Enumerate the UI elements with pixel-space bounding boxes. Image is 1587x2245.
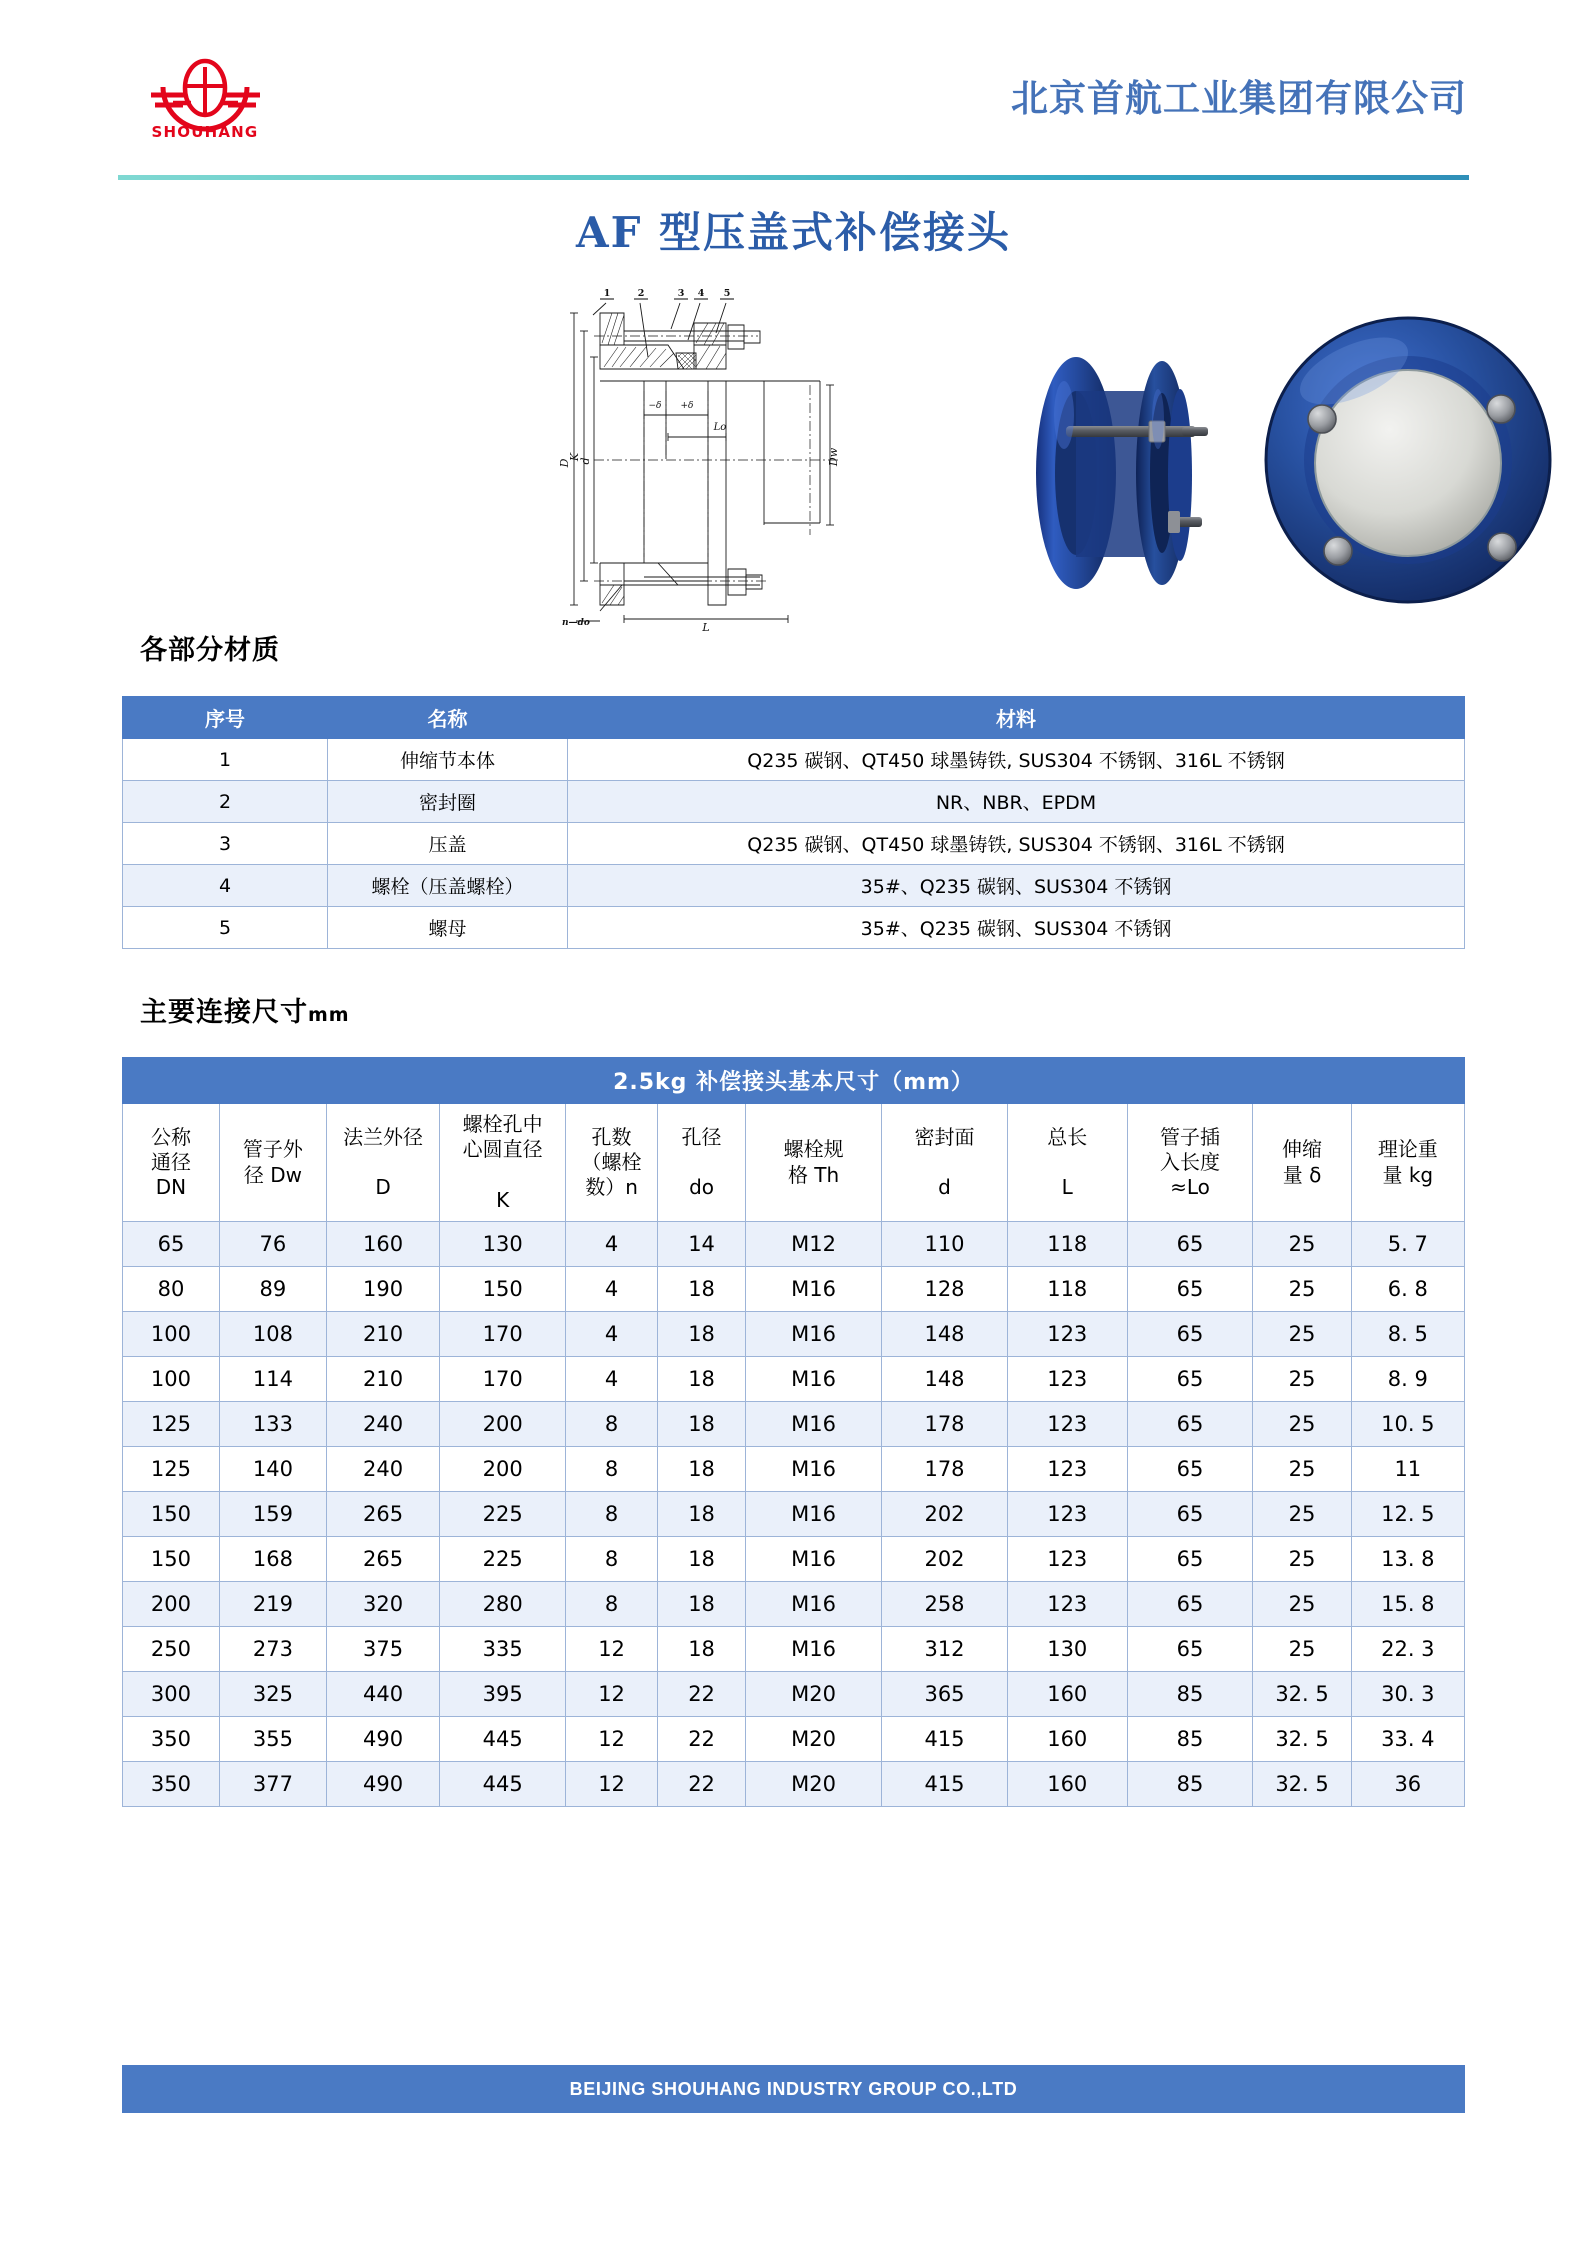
table-row (123, 1312, 1465, 1357)
cell-col-4: 8 (566, 1492, 658, 1537)
cell-col-8: 118 (1007, 1222, 1127, 1267)
cell-col-3: 150 (440, 1267, 566, 1312)
cell-col-6: M20 (746, 1672, 882, 1717)
cell-col-0: 150 (123, 1492, 220, 1537)
dims-heading-unit: mm (308, 1004, 350, 1026)
cell-col-9: 65 (1127, 1447, 1253, 1492)
cell-col-4: 12 (566, 1627, 658, 1672)
cell-col-1: 355 (219, 1717, 326, 1762)
dims-col-5: 孔径 do (658, 1104, 746, 1222)
cell-col-1: 273 (219, 1627, 326, 1672)
cell-col-10: 25 (1253, 1627, 1351, 1672)
page-footer (122, 2065, 1465, 2113)
table-row (123, 781, 1465, 823)
cell-col-9: 65 (1127, 1402, 1253, 1447)
cell-name: 伸缩节本体 (328, 739, 568, 781)
table-row (123, 1357, 1465, 1402)
cell-col-7: 110 (882, 1222, 1008, 1267)
table-row (123, 1492, 1465, 1537)
table-row (123, 1582, 1465, 1627)
cell-col-7: 178 (882, 1447, 1008, 1492)
cell-material: NR、NBR、EPDM (568, 781, 1465, 823)
materials-table (122, 696, 1465, 949)
cell-col-1: 377 (219, 1762, 326, 1807)
cell-col-3: 200 (440, 1447, 566, 1492)
cell-col-11: 6. 8 (1351, 1267, 1464, 1312)
footer-text: BEIJING SHOUHANG INDUSTRY GROUP CO.,LTD (569, 2078, 1018, 2099)
cell-col-9: 65 (1127, 1267, 1253, 1312)
cell-col-0: 350 (123, 1762, 220, 1807)
cell-col-10: 32. 5 (1253, 1762, 1351, 1807)
cell-col-10: 25 (1253, 1492, 1351, 1537)
cell-col-1: 140 (219, 1447, 326, 1492)
dims-section-heading (140, 990, 350, 1029)
table-row (123, 1717, 1465, 1762)
cell-col-6: M16 (746, 1267, 882, 1312)
cell-col-5: 18 (658, 1582, 746, 1627)
cell-col-2: 210 (326, 1312, 439, 1357)
cell-col-1: 76 (219, 1222, 326, 1267)
cell-col-5: 18 (658, 1267, 746, 1312)
technical-drawing (548, 285, 858, 635)
cell-col-3: 170 (440, 1312, 566, 1357)
cell-col-10: 32. 5 (1253, 1672, 1351, 1717)
cell-col-5: 18 (658, 1312, 746, 1357)
cell-col-0: 350 (123, 1717, 220, 1762)
cell-col-2: 160 (326, 1222, 439, 1267)
cell-col-10: 32. 5 (1253, 1717, 1351, 1762)
cell-col-4: 4 (566, 1267, 658, 1312)
cell-col-7: 415 (882, 1717, 1008, 1762)
cell-col-9: 65 (1127, 1312, 1253, 1357)
cell-col-5: 18 (658, 1627, 746, 1672)
table-row (123, 1537, 1465, 1582)
cell-no: 2 (123, 781, 328, 823)
cell-col-8: 123 (1007, 1537, 1127, 1582)
dims-col-9: 管子插 入长度 ≈Lo (1127, 1104, 1253, 1222)
cell-col-5: 18 (658, 1447, 746, 1492)
dims-table-caption: 2.5kg 补偿接头基本尺寸（mm） (123, 1058, 1465, 1104)
cell-col-11: 15. 8 (1351, 1582, 1464, 1627)
cell-col-10: 25 (1253, 1537, 1351, 1582)
cell-col-8: 160 (1007, 1762, 1127, 1807)
cell-col-3: 445 (440, 1717, 566, 1762)
callout-1: 1 (603, 288, 611, 299)
cell-col-0: 65 (123, 1222, 220, 1267)
cell-col-11: 11 (1351, 1447, 1464, 1492)
cell-col-8: 123 (1007, 1582, 1127, 1627)
cell-col-4: 8 (566, 1447, 658, 1492)
cell-col-3: 225 (440, 1492, 566, 1537)
company-logo (143, 55, 268, 143)
table-row (123, 739, 1465, 781)
cell-col-8: 123 (1007, 1492, 1127, 1537)
cell-col-7: 128 (882, 1267, 1008, 1312)
cell-col-6: M20 (746, 1762, 882, 1807)
cell-name: 螺母 (328, 907, 568, 949)
cell-col-10: 25 (1253, 1447, 1351, 1492)
cell-col-6: M16 (746, 1357, 882, 1402)
cell-col-0: 200 (123, 1582, 220, 1627)
cell-col-10: 25 (1253, 1402, 1351, 1447)
logo-wordmark: SHOUHANG (151, 123, 259, 141)
cell-name: 螺栓（压盖螺栓） (328, 865, 568, 907)
cell-col-7: 148 (882, 1312, 1008, 1357)
cell-col-2: 240 (326, 1402, 439, 1447)
cell-col-4: 12 (566, 1672, 658, 1717)
cell-col-5: 14 (658, 1222, 746, 1267)
dims-table-header-row (123, 1104, 1465, 1222)
cell-col-0: 300 (123, 1672, 220, 1717)
dim-label-plus-delta: +δ (680, 401, 694, 411)
cell-col-10: 25 (1253, 1357, 1351, 1402)
cell-material: 35#、Q235 碳钢、SUS304 不锈钢 (568, 907, 1465, 949)
dims-col-1: 管子外 径 Dw (219, 1104, 326, 1222)
cell-col-8: 160 (1007, 1672, 1127, 1717)
table-row (123, 1267, 1465, 1312)
cell-col-10: 25 (1253, 1582, 1351, 1627)
cell-col-0: 80 (123, 1267, 220, 1312)
cell-col-5: 18 (658, 1537, 746, 1582)
table-row (123, 1447, 1465, 1492)
cell-col-8: 123 (1007, 1447, 1127, 1492)
cell-col-5: 18 (658, 1492, 746, 1537)
cell-col-11: 33. 4 (1351, 1717, 1464, 1762)
cell-col-9: 85 (1127, 1762, 1253, 1807)
dims-table-caption-row (123, 1058, 1465, 1104)
dims-heading-text: 主要连接尺寸 (140, 997, 308, 1028)
figure-row (118, 280, 1469, 635)
cell-col-7: 415 (882, 1762, 1008, 1807)
product-photo-front-view (1258, 315, 1563, 605)
product-photo-side-view (1030, 295, 1265, 615)
cell-col-4: 12 (566, 1717, 658, 1762)
dims-col-4: 孔数 （螺栓 数）n (566, 1104, 658, 1222)
materials-col-name: 名称 (328, 697, 568, 739)
cell-col-4: 12 (566, 1762, 658, 1807)
table-row (123, 865, 1465, 907)
materials-table-header-row (123, 697, 1465, 739)
cell-col-7: 312 (882, 1627, 1008, 1672)
cell-name: 密封圈 (328, 781, 568, 823)
cell-col-1: 168 (219, 1537, 326, 1582)
cell-col-2: 490 (326, 1717, 439, 1762)
cell-col-8: 160 (1007, 1717, 1127, 1762)
cell-col-4: 4 (566, 1312, 658, 1357)
cell-col-1: 159 (219, 1492, 326, 1537)
cell-col-10: 25 (1253, 1267, 1351, 1312)
cell-col-11: 22. 3 (1351, 1627, 1464, 1672)
cell-col-5: 22 (658, 1717, 746, 1762)
callout-2: 2 (637, 288, 645, 299)
cell-col-3: 130 (440, 1222, 566, 1267)
cell-material: Q235 碳钢、QT450 球墨铸铁, SUS304 不锈钢、316L 不锈钢 (568, 823, 1465, 865)
cell-col-9: 65 (1127, 1537, 1253, 1582)
dims-col-6: 螺栓规 格 Th (746, 1104, 882, 1222)
cell-no: 4 (123, 865, 328, 907)
dimensions-table (122, 1057, 1465, 1807)
cell-col-3: 225 (440, 1537, 566, 1582)
cell-col-11: 10. 5 (1351, 1402, 1464, 1447)
cell-col-9: 65 (1127, 1492, 1253, 1537)
cell-col-9: 85 (1127, 1717, 1253, 1762)
cell-col-2: 490 (326, 1762, 439, 1807)
cell-col-7: 178 (882, 1402, 1008, 1447)
cell-col-2: 265 (326, 1537, 439, 1582)
cell-col-4: 8 (566, 1582, 658, 1627)
materials-section-heading: 各部分材质 (140, 635, 280, 666)
cell-col-1: 108 (219, 1312, 326, 1357)
table-row (123, 1627, 1465, 1672)
cell-col-3: 200 (440, 1402, 566, 1447)
cell-col-7: 365 (882, 1672, 1008, 1717)
cell-col-3: 395 (440, 1672, 566, 1717)
cell-col-9: 85 (1127, 1672, 1253, 1717)
cell-col-6: M16 (746, 1447, 882, 1492)
table-row (123, 1672, 1465, 1717)
dims-col-2: 法兰外径 D (326, 1104, 439, 1222)
cell-col-9: 65 (1127, 1627, 1253, 1672)
cell-col-10: 25 (1253, 1222, 1351, 1267)
shouhang-logo-icon (143, 55, 268, 143)
cell-col-3: 335 (440, 1627, 566, 1672)
cell-col-11: 12. 5 (1351, 1492, 1464, 1537)
cell-col-4: 4 (566, 1357, 658, 1402)
cell-col-1: 219 (219, 1582, 326, 1627)
dim-label-minus-delta: −δ (648, 401, 662, 411)
cell-col-0: 250 (123, 1627, 220, 1672)
cell-col-7: 258 (882, 1582, 1008, 1627)
dim-label-D: D (558, 458, 571, 468)
cell-col-1: 133 (219, 1402, 326, 1447)
cell-col-4: 4 (566, 1222, 658, 1267)
cell-col-7: 202 (882, 1492, 1008, 1537)
cell-col-6: M16 (746, 1402, 882, 1447)
cell-col-6: M16 (746, 1582, 882, 1627)
cell-col-2: 265 (326, 1492, 439, 1537)
cell-col-2: 210 (326, 1357, 439, 1402)
dims-col-11: 理论重 量 kg (1351, 1104, 1464, 1222)
cell-col-3: 170 (440, 1357, 566, 1402)
dim-label-K: K (568, 452, 581, 462)
table-row (123, 1402, 1465, 1447)
cell-col-9: 65 (1127, 1582, 1253, 1627)
cell-col-3: 280 (440, 1582, 566, 1627)
cell-no: 5 (123, 907, 328, 949)
cell-col-11: 36 (1351, 1762, 1464, 1807)
cell-material: Q235 碳钢、QT450 球墨铸铁, SUS304 不锈钢、316L 不锈钢 (568, 739, 1465, 781)
dim-label-Lo: Lo (713, 422, 727, 433)
cell-col-0: 100 (123, 1312, 220, 1357)
cell-col-6: M16 (746, 1627, 882, 1672)
cell-col-10: 25 (1253, 1312, 1351, 1357)
cell-col-2: 240 (326, 1447, 439, 1492)
cell-col-8: 123 (1007, 1312, 1127, 1357)
dims-col-0: 公称 通径 DN (123, 1104, 220, 1222)
cell-material: 35#、Q235 碳钢、SUS304 不锈钢 (568, 865, 1465, 907)
cell-col-11: 5. 7 (1351, 1222, 1464, 1267)
dims-col-10: 伸缩 量 δ (1253, 1104, 1351, 1222)
cell-col-8: 130 (1007, 1627, 1127, 1672)
cell-col-8: 123 (1007, 1402, 1127, 1447)
cell-col-11: 30. 3 (1351, 1672, 1464, 1717)
cell-col-11: 8. 5 (1351, 1312, 1464, 1357)
cell-col-0: 125 (123, 1447, 220, 1492)
cell-col-1: 114 (219, 1357, 326, 1402)
dim-label-d: d (579, 457, 592, 465)
cell-col-0: 125 (123, 1402, 220, 1447)
materials-col-no: 序号 (123, 697, 328, 739)
cell-col-5: 22 (658, 1762, 746, 1807)
dim-label-n-do: n—do (562, 618, 590, 628)
cell-col-7: 148 (882, 1357, 1008, 1402)
cell-col-3: 445 (440, 1762, 566, 1807)
cell-col-6: M16 (746, 1492, 882, 1537)
cell-col-11: 8. 9 (1351, 1357, 1464, 1402)
cell-no: 3 (123, 823, 328, 865)
cell-col-5: 22 (658, 1672, 746, 1717)
dims-col-8: 总长 L (1007, 1104, 1127, 1222)
cell-col-9: 65 (1127, 1222, 1253, 1267)
cell-col-1: 325 (219, 1672, 326, 1717)
table-row (123, 1762, 1465, 1807)
table-row (123, 823, 1465, 865)
materials-col-material: 材料 (568, 697, 1465, 739)
cell-name: 压盖 (328, 823, 568, 865)
dims-col-7: 密封面 d (882, 1104, 1008, 1222)
cell-col-8: 118 (1007, 1267, 1127, 1312)
cell-col-2: 440 (326, 1672, 439, 1717)
callout-5: 5 (723, 288, 731, 299)
cell-no: 1 (123, 739, 328, 781)
cell-col-6: M20 (746, 1717, 882, 1762)
cell-col-5: 18 (658, 1357, 746, 1402)
cell-col-8: 123 (1007, 1357, 1127, 1402)
cell-col-9: 65 (1127, 1357, 1253, 1402)
page-title: AF 型压盖式补偿接头 (575, 208, 1012, 257)
cell-col-2: 320 (326, 1582, 439, 1627)
cell-col-6: M16 (746, 1312, 882, 1357)
cell-col-4: 8 (566, 1402, 658, 1447)
dims-col-3: 螺栓孔中 心圆直径 K (440, 1104, 566, 1222)
cell-col-2: 190 (326, 1267, 439, 1312)
page-header (0, 0, 1587, 140)
cell-col-2: 375 (326, 1627, 439, 1672)
cell-col-6: M16 (746, 1537, 882, 1582)
company-name: 北京首航工业集团有限公司 (1011, 77, 1467, 120)
dim-label-Dw: Dw (827, 447, 840, 467)
dim-label-L: L (702, 621, 710, 634)
cell-col-4: 8 (566, 1537, 658, 1582)
cell-col-5: 18 (658, 1402, 746, 1447)
callout-3: 3 (677, 288, 685, 299)
cell-col-0: 100 (123, 1357, 220, 1402)
table-row (123, 907, 1465, 949)
cell-col-6: M12 (746, 1222, 882, 1267)
cell-col-7: 202 (882, 1537, 1008, 1582)
header-divider (118, 175, 1469, 180)
table-row (123, 1222, 1465, 1267)
cell-col-0: 150 (123, 1537, 220, 1582)
callout-4: 4 (697, 288, 705, 299)
cell-col-1: 89 (219, 1267, 326, 1312)
cell-col-11: 13. 8 (1351, 1537, 1464, 1582)
